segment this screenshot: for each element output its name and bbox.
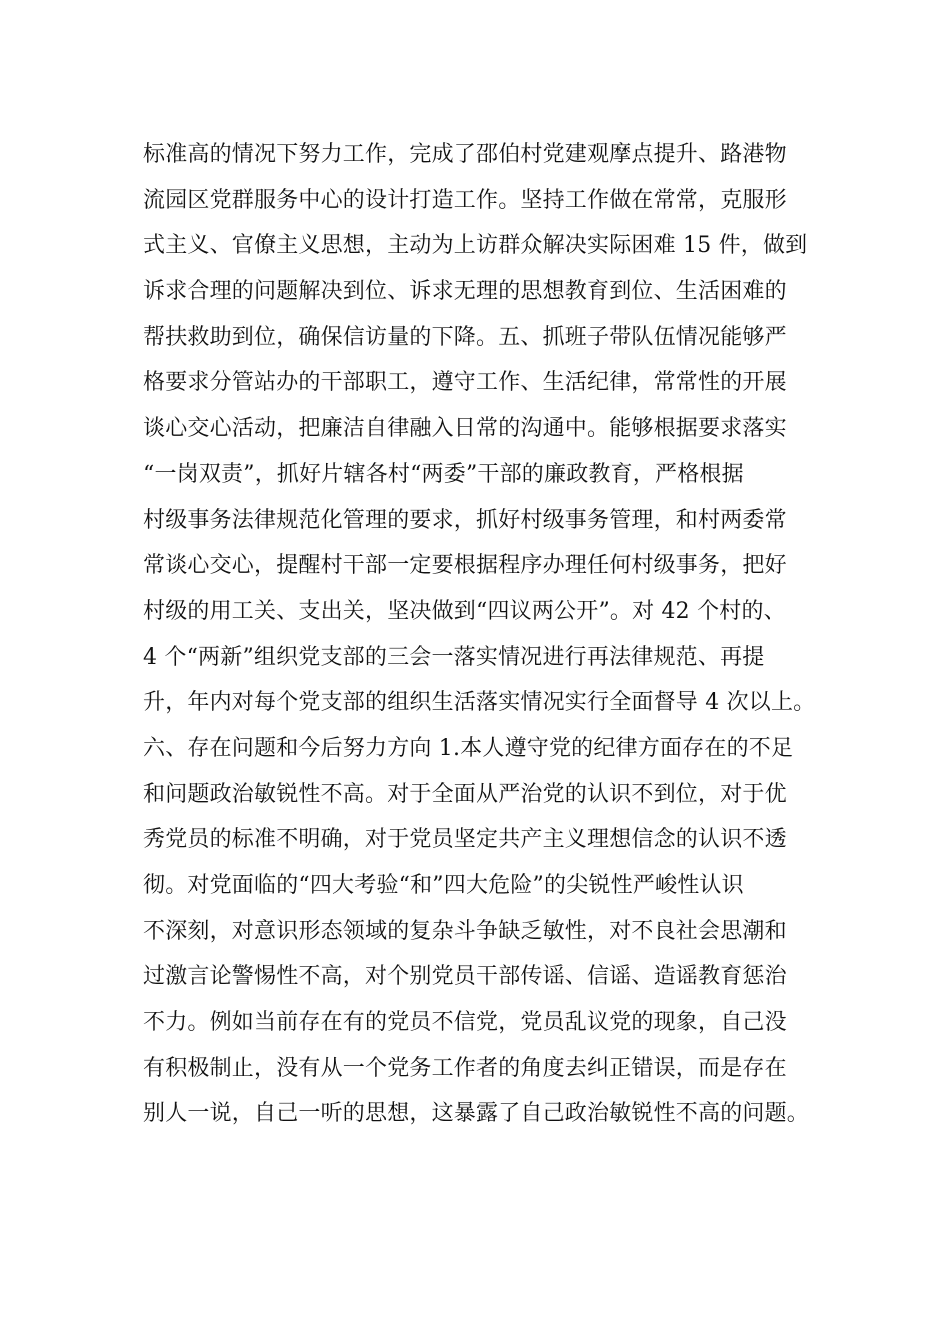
text-line: 过激言论警惕性不高，对个别党员干部传谣、信谣、造谣教育惩治 (143, 964, 787, 990)
text-line: 六、存在问题和今后努力方向 1.本人遵守党的纪律方面存在的不足 (143, 735, 794, 761)
text-line: 彻。对党面临的“四大考验“和”四大危险”的尖锐性严峻性认识 (143, 873, 744, 898)
text-line: 谈心交心活动，把廉洁自律融入日常的沟通中。能够根据要求落实 (143, 416, 787, 442)
text-line: 格要求分管站办的干部职工，遵守工作、生活纪律，常常性的开展 (143, 370, 787, 396)
text-line: 式主义、官僚主义思想，主动为上访群众解决实际困难 15 件，做到 (143, 233, 808, 259)
text-line: 常谈心交心，提醒村干部一定要根据程序办理任何村级事务，把好 (143, 553, 787, 579)
body-text (143, 132, 833, 1137)
text-line: 别人一说，自己一听的思想，这暴露了自己政治敏锐性不高的问题。 (143, 1101, 810, 1127)
text-line: “一岗双责”，抓好片辖各村“两委”干部的廉政教育，严格根据 (143, 461, 744, 487)
text-line: 不深刻，对意识形态领域的复杂斗争缺乏敏性，对不良社会思潮和 (143, 918, 787, 944)
text-line: 升，年内对每个党支部的组织生活落实情况实行全面督导 4 次以上。 (143, 690, 816, 716)
text-line: 流园区党群服务中心的设计打造工作。坚持工作做在常常，克服形 (143, 187, 787, 213)
text-line: 村级的用工关、支出关，坚决做到“四议两公开”。对 42 个村的、 (143, 598, 786, 624)
text-line: 诉求合理的问题解决到位、诉求无理的思想教育到位、生活困难的 (143, 279, 787, 305)
text-line: 秀党员的标准不明确，对于党员坚定共产主义理想信念的认识不透 (143, 827, 787, 853)
text-line: 标准高的情况下努力工作，完成了邵伯村党建观摩点提升、路港物 (143, 142, 787, 167)
text-line: 帮扶救助到位，确保信访量的下降。五、抓班子带队伍情况能够严 (143, 324, 787, 350)
text-line: 和问题政治敏锐性不高。对于全面从严治党的认识不到位，对于优 (143, 781, 787, 807)
text-line: 有积极制止，没有从一个党务工作者的角度去纠正错误，而是存在 (143, 1055, 787, 1081)
text-line: 村级事务法律规范化管理的要求，抓好村级事务管理，和村两委常 (143, 507, 787, 533)
text-line: 4 个“两新”组织党支部的三会一落实情况进行再法律规范、再提 (143, 644, 765, 670)
text-line: 不力。例如当前存在有的党员不信党，党员乱议党的现象，自己没 (143, 1010, 787, 1036)
